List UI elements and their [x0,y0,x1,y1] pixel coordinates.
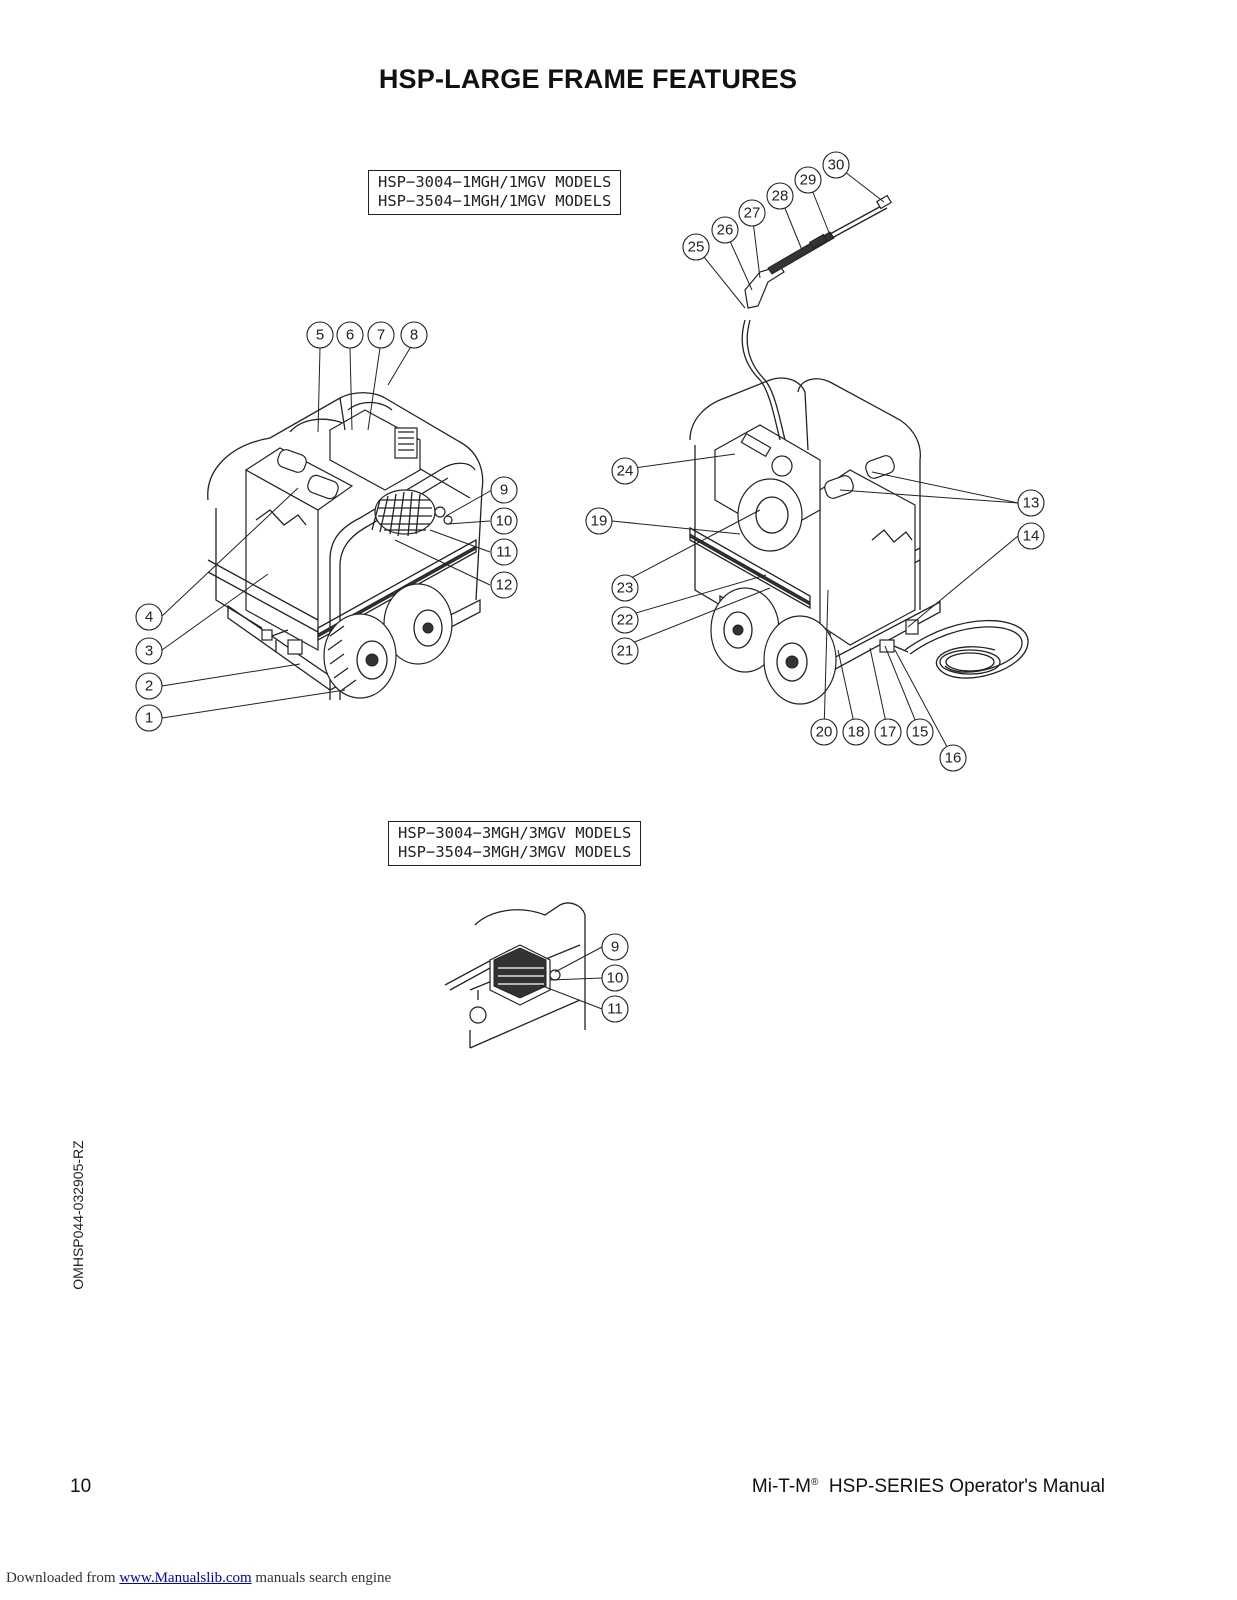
svg-text:8: 8 [409,326,419,344]
svg-text:1: 1 [144,709,154,727]
svg-text:9: 9 [610,938,620,956]
callout-8 [401,322,427,348]
callout-9-detail [602,934,628,960]
svg-text:7: 7 [376,326,386,344]
svg-text:2: 2 [144,677,154,695]
callout-20 [811,719,837,745]
callout-5 [307,322,333,348]
svg-text:24: 24 [616,462,634,480]
callout-24 [612,458,638,484]
callout-11 [491,539,517,565]
callout-12 [491,572,517,598]
callout-4 [136,604,162,630]
svg-text:11: 11 [496,543,512,561]
callout-29 [795,167,821,193]
svg-text:25: 25 [687,238,705,256]
callout-26 [712,217,738,243]
callout-23 [612,575,638,601]
page-number: 10 [70,1476,92,1497]
callout-2 [136,673,162,699]
callout-25 [683,234,709,260]
svg-text:26: 26 [716,221,734,239]
svg-text:4: 4 [144,608,154,626]
callout-3 [136,638,162,664]
svg-text:21: 21 [616,642,634,660]
svg-text:5: 5 [315,326,325,344]
svg-text:3: 3 [144,642,154,660]
callout-22 [612,607,638,633]
manual-title [752,1476,1105,1498]
model-line: HSP−3004−1MGH/1MGV MODELS [378,173,612,191]
callout-18 [843,719,869,745]
callout-13 [1018,490,1044,516]
svg-text:9: 9 [499,481,509,499]
svg-text:10: 10 [495,512,513,530]
svg-text:27: 27 [743,204,761,222]
page-title: HSP-LARGE FRAME FEATURES [378,64,798,94]
svg-text:14: 14 [1022,527,1040,545]
svg-text:11: 11 [607,1000,623,1018]
right-washer-drawing [687,196,1028,704]
svg-text:23: 23 [616,579,634,597]
left-washer-drawing [208,393,483,700]
callout-10 [491,508,517,534]
callout-27 [739,200,765,226]
svg-text:18: 18 [847,723,865,741]
callout-28 [767,183,793,209]
footer-suffix: manuals search engine [251,1570,392,1586]
callout-11-detail [602,996,628,1022]
manual-name: HSP-SERIES Operator's Manual [828,1476,1105,1497]
callout-9 [491,477,517,503]
model-line: HSP−3504−1MGH/1MGV MODELS [378,192,612,210]
callout-17 [875,719,901,745]
callout-21 [612,638,638,664]
callout-10-detail [602,965,628,991]
pump-detail-drawing [445,903,585,1048]
callout-14 [1018,523,1044,549]
svg-text:15: 15 [911,723,929,741]
svg-text:17: 17 [879,723,897,741]
svg-text:28: 28 [771,187,789,205]
svg-text:13: 13 [1022,494,1040,512]
svg-text:20: 20 [815,723,833,741]
brand-name: Mi-T-M [751,1476,811,1497]
svg-text:22: 22 [616,611,634,629]
callout-6 [337,322,363,348]
svg-text:29: 29 [799,171,817,189]
registered-mark: ® [810,1477,819,1488]
callout-7 [368,322,394,348]
svg-text:12: 12 [495,576,513,594]
callout-1 [136,705,162,731]
svg-text:30: 30 [827,156,845,174]
model-line: HSP−3504−3MGH/3MGV MODELS [398,843,632,861]
callout-19 [586,508,612,534]
footer-prefix: Downloaded from [6,1570,120,1586]
callout-16 [940,745,966,771]
svg-text:6: 6 [345,326,355,344]
download-footer [6,1570,391,1587]
svg-text:16: 16 [944,749,962,767]
svg-text:19: 19 [590,512,608,530]
callout-30 [823,152,849,178]
callout-15 [907,719,933,745]
manualslib-link[interactable]: www.Manualslib.com [119,1570,252,1586]
svg-text:10: 10 [606,969,624,987]
document-code: OMHSP044-032905-RZ [70,1140,86,1290]
model-line: HSP−3004−3MGH/3MGV MODELS [398,824,632,842]
